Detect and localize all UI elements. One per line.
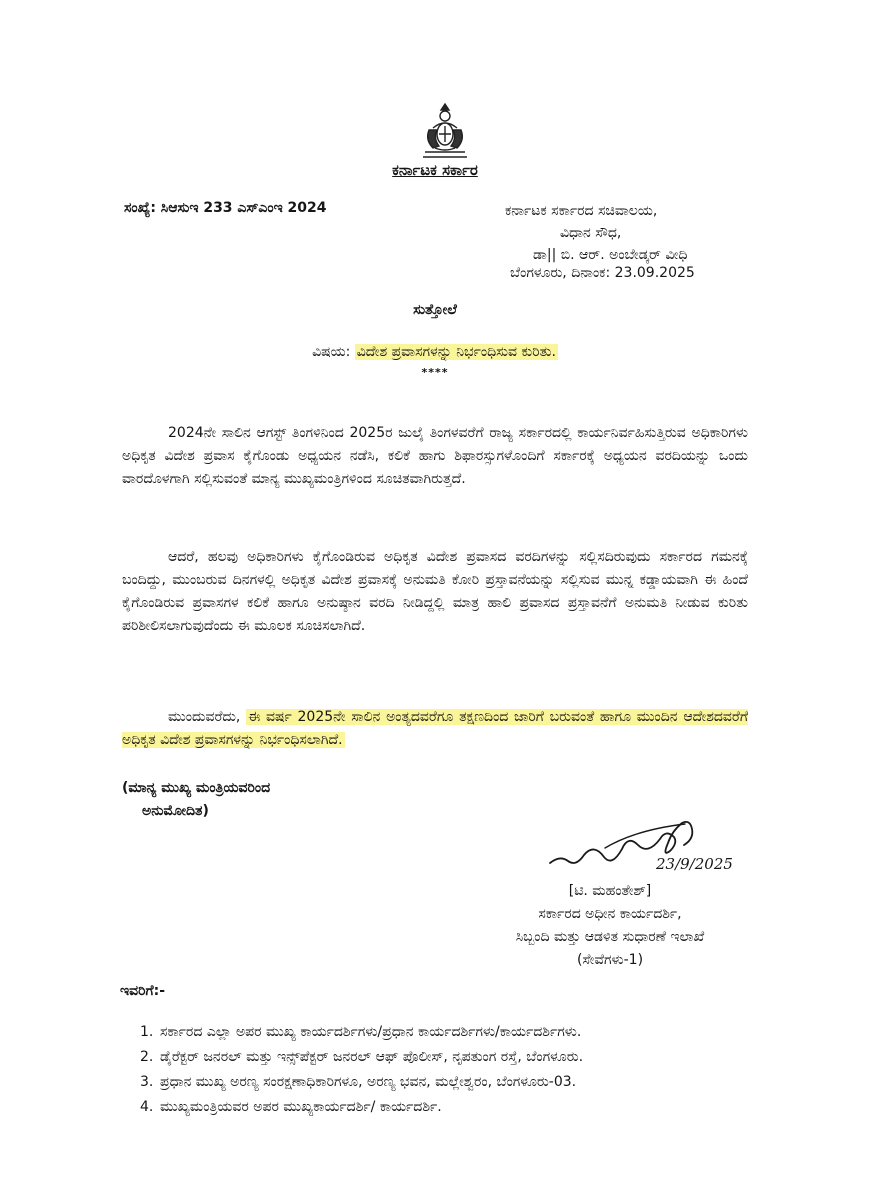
- address-line-1: ಕರ್ನಾಟಕ ಸರ್ಕಾರದ ಸಚಿವಾಲಯ,: [505, 203, 658, 219]
- circular-heading: ಸುತ್ತೋಲೆ: [413, 302, 457, 318]
- list-item: 2. ಡೈರೆಕ್ಟರ್ ಜನರಲ್ ಮತ್ತು ಇನ್ಸ್‌ಪೆಕ್ಟರ್ ಜನರಲ್ ಆಫ್ ಪೊಲೀಸ್, ನೃಪತುಂಗ ರಸ್ತೆ, ಬೆಂಗಳೂರು.: [140, 1049, 584, 1065]
- paragraph-1: [122, 422, 748, 491]
- signatory-block: [480, 880, 740, 972]
- approval-note: [122, 777, 270, 823]
- approval-line-2: ಅನುಮೋದಿತ): [142, 803, 209, 819]
- address-line-3: ಡಾ|| ಬಿ. ಆರ್. ಅಂಬೇಡ್ಕರ್ ವೀಧಿ: [533, 247, 688, 263]
- subject-label: ವಿಷಯ:: [312, 344, 351, 360]
- recipients-list: [140, 1020, 780, 1120]
- signatory-designation: ಸರ್ಕಾರದ ಅಧೀನ ಕಾರ್ಯದರ್ಶಿ,: [538, 906, 682, 922]
- reference-number: ಸಂಖ್ಯೆ: ಸಿಆಸುಇ 233 ಎಸ್‌ಎಂಇ 2024: [124, 200, 327, 216]
- list-item: 4. ಮುಖ್ಯಮಂತ್ರಿಯವರ ಅಪರ ಮುಖ್ಯಕಾರ್ಯದರ್ಶಿ/ ಕಾರ್ಯದರ್ಶಿ.: [140, 1099, 442, 1115]
- separator: ****: [421, 366, 449, 379]
- signatory-department: ಸಿಬ್ಬಂದಿ ಮತ್ತು ಆಡಳಿತ ಸುಧಾರಣೆ ಇಲಾಖೆ: [515, 929, 705, 945]
- address-date: ಬೆಂಗಳೂರು, ದಿನಾಂಕ: 23.09.2025: [510, 265, 695, 281]
- address-line-2: ವಿಧಾನ ಸೌಧ,: [560, 225, 622, 241]
- signature-date: 23/9/2025: [656, 855, 733, 873]
- recipients-label: ಇವರಿಗೆ:-: [120, 983, 166, 999]
- signatory-name: [ಟಿ. ಮಹಂತೇಶ್]: [568, 883, 652, 899]
- paragraph-3-highlight: ಈ ವರ್ಷ 2025ನೇ ಸಾಲಿನ ಅಂತ್ಯದವರೆಗೂ ತಕ್ಷಣದಿಂದ ಜಾರಿಗೆ ಬರುವಂತೆ ಹಾಗೂ ಮುಂದಿನ ಆದೇಶದವರೆಗೆ ಅಧಿಕೃತ ವಿದೇಶ ಪ್ರವಾಸಗಳನ್ನು ನಿರ್ಭಂಧಿಸಲಾಗಿದೆ.: [122, 709, 749, 748]
- signatory-section: (ಸೇವೆಗಳು-1): [576, 952, 644, 968]
- paragraph-3-lead: ಮುಂದುವರೆದು,: [168, 709, 241, 725]
- paragraph-3: [122, 706, 748, 752]
- list-item: 1. ಸರ್ಕಾರದ ಎಲ್ಲಾ ಅಪರ ಮುಖ್ಯ ಕಾರ್ಯದರ್ಶಿಗಳು/ಪ್ರಧಾನ ಕಾರ್ಯದರ್ಶಿಗಳು/ಕಾರ್ಯದರ್ಶಿಗಳು.: [140, 1024, 582, 1040]
- subject-text: ವಿದೇಶ ಪ್ರವಾಸಗಳನ್ನು ನಿರ್ಭಂಧಿಸುವ ಕುರಿತು.: [356, 344, 556, 360]
- paragraph-1-text: 2024ನೇ ಸಾಲಿನ ಆಗಸ್ಟ್ ತಿಂಗಳಿನಿಂದ 2025ರ ಜುಲೈ ತಿಂಗಳವರೆಗೆ ರಾಜ್ಯ ಸರ್ಕಾರದಲ್ಲಿ ಕಾರ್ಯನಿರ್ವಹಿಸುತ್ತಿರುವ ಅಧಿಕಾರಿಗಳು ಅಧಿಕೃತ ವಿದೇಶ ಪ್ರವಾಸ ಕೈಗೊಂಡು ಅಧ್ಯಯನ ನಡೆಸಿ, ಕಲಿಕೆ ಹಾಗು ಶಿಫಾರಸ್ಸುಗಳೊಂದಿಗೆ ಸರ್ಕಾರಕ್ಕೆ ಅಧ್ಯಯನ ವರದಿಯನ್ನು ಒಂದು ವಾರದೊಳಗಾಗಿ ಸಲ್ಲಿಸುವಂತೆ ಮಾನ್ಯ ಮುಖ್ಯಮಂತ್ರಿಗಳಿಂದ ಸೂಚಿತವಾಗಿರುತ್ತದೆ.: [122, 425, 748, 487]
- approval-line-1: (ಮಾನ್ಯ ಮುಖ್ಯ ಮಂತ್ರಿಯವರಿಂದ: [122, 780, 271, 796]
- subject-line: [0, 344, 870, 360]
- state-emblem-icon: [415, 100, 475, 162]
- paragraph-2-text: ಆದರೆ, ಹಲವು ಅಧಿಕಾರಿಗಳು ಕೈಗೊಂಡಿರುವ ಅಧಿಕೃತ ವಿದೇಶ ಪ್ರವಾಸದ ವರದಿಗಳನ್ನು ಸಲ್ಲಿಸದಿರುವುದು ಸರ್ಕಾರದ ಗಮನಕ್ಕೆ ಬಂದಿದ್ದು, ಮುಂಬರುವ ದಿನಗಳಲ್ಲಿ ಅಧಿಕೃತ ವಿದೇಶ ಪ್ರವಾಸಕ್ಕೆ ಅನುಮತಿ ಕೋರಿ ಪ್ರಸ್ತಾವನೆಯನ್ನು ಸಲ್ಲಿಸುವ ಮುನ್ನ ಕಡ್ಡಾಯವಾಗಿ ಈ ಹಿಂದೆ ಕೈಗೊಂಡಿರುವ ಪ್ರವಾಸಗಳ ಕಲಿಕೆ ಹಾಗೂ ಅನುಷ್ಠಾನ ವರದಿ ನೀಡಿದ್ದಲ್ಲಿ ಮಾತ್ರ ಹಾಲಿ ಪ್ರವಾಸದ ಪ್ರಸ್ತಾವನೆಗೆ ಅನುಮತಿ ನೀಡುವ ಕುರಿತು ಪರಿಶೀಲಿಸಲಾಗುವುದೆಂದು ಈ ಮೂಲಕ ಸೂಚಿಸಲಾಗಿದೆ.: [122, 549, 748, 634]
- government-title: ಕರ್ನಾಟಕ ಸರ್ಕಾರ: [392, 161, 478, 179]
- list-item: 3. ಪ್ರಧಾನ ಮುಖ್ಯ ಅರಣ್ಯ ಸಂರಕ್ಷಣಾಧಿಕಾರಿಗಳೂ, ಅರಣ್ಯ ಭವನ, ಮಲ್ಲೇಶ್ವರಂ, ಬೆಂಗಳೂರು-03.: [140, 1074, 577, 1090]
- paragraph-2: [122, 546, 748, 638]
- paragraph-3-text: [122, 706, 748, 752]
